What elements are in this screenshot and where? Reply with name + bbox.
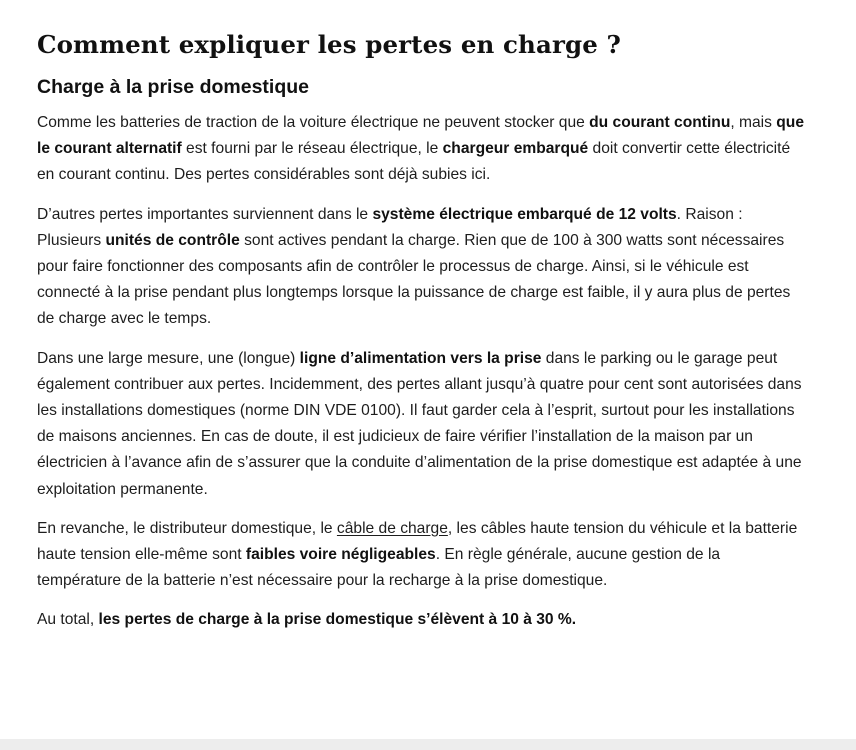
paragraph-1 xyxy=(37,110,807,189)
text: est fourni par le réseau électrique, le xyxy=(181,140,443,158)
section-heading: Charge à la prise domestique xyxy=(37,76,310,98)
text: . Raison : Plusieurs xyxy=(37,205,743,249)
text: dans le parking ou le garage peut également contribuer aux pertes. Incidemment, des pertes allant jusqu’à quatre pour cent sont autorisées dans les installations domestiques (norme DIN VDE 0100). Il faut garder cela à l’esprit, surtout pour les installations de maisons anciennes. En cas de doute, il est judicieux de faire vérifier l’installation de la maison par un électricien à l’avance afin de s’assurer que la conduite d’alimentation de la prise domestique est adaptée à une exploitation permanente. xyxy=(37,349,802,498)
bold-text: ligne d’alimentation vers la prise xyxy=(299,349,542,367)
bold-text: faibles voire négligeables xyxy=(245,546,436,564)
bold-text: unités de contrôle xyxy=(105,231,240,249)
text: doit convertir cette électricité en courant continu. Des pertes considérables sont déjà subies ici. xyxy=(37,140,791,184)
paragraph-3 xyxy=(37,346,807,503)
bottom-divider-bar xyxy=(0,739,856,750)
article xyxy=(37,28,807,634)
paragraph-4 xyxy=(37,516,807,595)
text: Dans une large mesure, une (longue) xyxy=(37,349,300,367)
article-title: Comment expliquer les pertes en charge ? xyxy=(37,30,621,59)
bold-text: chargeur embarqué xyxy=(442,140,589,158)
text: Comme les batteries de traction de la voiture électrique ne peuvent stocker que xyxy=(37,114,590,131)
bold-text: du courant continu xyxy=(589,114,731,131)
text: , mais xyxy=(730,114,777,131)
paragraph-2 xyxy=(37,202,807,333)
text: sont actives pendant la charge. Rien que de 100 à 300 watts sont nécessaires pour faire fonctionner des composants afin de contrôler le processus de charge. Ainsi, si le véhicule est connecté à la prise pendant plus longtemps lorsque la puissance de charge est faible, il y aura plus de pertes de charge avec le temps. xyxy=(37,231,791,328)
bold-text: système électrique embarqué de 12 volts xyxy=(372,205,677,223)
text: En revanche, le distributeur domestique, le xyxy=(37,519,337,537)
text: D’autres pertes importantes surviennent dans le xyxy=(37,205,373,223)
paragraph-5 xyxy=(37,607,807,633)
text: , les câbles haute tension du véhicule et la batterie haute tension elle-même sont xyxy=(37,519,798,564)
bold-text: que le courant alternatif xyxy=(37,114,805,158)
text: . En règle générale, aucune gestion de la température de la batterie n’est nécessaire pour la recharge à la prise domestique. xyxy=(37,546,721,590)
bold-text: les pertes de charge à la prise domestique s’élèvent à 10 à 30 %. xyxy=(98,611,577,629)
text: Au total, xyxy=(37,611,99,629)
charging-cable-link[interactable]: câble de charge xyxy=(336,519,448,537)
